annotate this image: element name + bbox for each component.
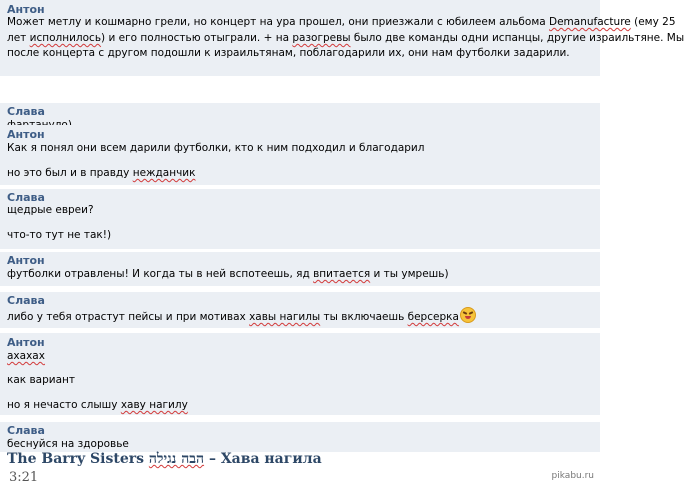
message-text: [7, 141, 424, 156]
message-text: [7, 437, 129, 452]
text-segment: ты включаешь: [320, 311, 408, 323]
misspelled-word: хавы нагилы: [249, 311, 321, 323]
watermark: pikabu.ru: [551, 471, 594, 481]
misspelled-word: разогревы: [292, 32, 351, 44]
text-segment: лет: [7, 32, 30, 44]
message-text: [7, 15, 676, 30]
misspelled-word: ахахах: [7, 350, 45, 362]
message-text: [7, 398, 188, 413]
text-segment: щедрые евреи?: [7, 204, 94, 216]
message-sender[interactable]: Слава: [7, 191, 45, 204]
message-text: [7, 31, 684, 46]
message-text: [7, 203, 94, 218]
text-segment: после концерта с другом подошли к израильтянам, поблагодарили их, они нам футболки задарили.: [7, 47, 570, 59]
audio-dash: –: [208, 451, 216, 467]
text-segment: было две команды одни испанцы, другие израильтяне. Мы: [350, 32, 684, 44]
text-segment: (ему 25: [630, 16, 676, 28]
audio-track[interactable]: [7, 451, 322, 468]
text-segment: но я нечасто слышу: [7, 399, 121, 411]
message-text: [7, 267, 449, 282]
misspelled-word: нежданчик: [132, 167, 196, 179]
text-segment: но это был и в правду: [7, 167, 133, 179]
misspelled-word: Demanufacture: [549, 16, 631, 28]
misspelled-word: хаву нагилу: [120, 399, 188, 411]
text-segment: Может метлу и кошмарно грели, но концерт на ура прошел, они приезжали с юбилеем альбома: [7, 16, 550, 28]
misspelled-word: берсерка: [407, 311, 459, 323]
message-sender[interactable]: Слава: [7, 105, 45, 118]
audio-duration: 3:21: [9, 470, 39, 485]
message-sender[interactable]: Антон: [7, 254, 45, 267]
message-text: [7, 349, 45, 364]
audio-artist[interactable]: The Barry Sisters: [7, 451, 144, 467]
text-segment: как вариант: [7, 374, 75, 386]
misspelled-word: впитается: [313, 268, 371, 280]
text-segment: ) и его полностью отыграли. + на: [101, 32, 293, 44]
text-segment: футболки отравлены! И когда ты в ней вспотеешь, яд: [7, 268, 314, 280]
message-sender[interactable]: Антон: [7, 128, 45, 141]
message-text: [7, 228, 111, 243]
message-sender[interactable]: Антон: [7, 336, 45, 349]
message-text: [7, 307, 476, 325]
message-text: [7, 373, 75, 388]
message-sender[interactable]: Слава: [7, 294, 45, 307]
message-sender[interactable]: Антон: [7, 3, 45, 16]
text-segment: Как я понял они всем дарили футболки, кто к ним подходил и благодарил: [7, 142, 425, 154]
text-segment: что-то тут не так!): [7, 229, 112, 241]
message-text: [7, 166, 195, 181]
misspelled-word: исполнилось: [29, 32, 102, 44]
text-segment: либо у тебя отрастут пейсы и при мотивах: [7, 311, 250, 323]
message-sender[interactable]: Слава: [7, 424, 45, 437]
text-segment: и ты умрешь): [370, 268, 449, 280]
audio-title[interactable]: Хава нагила: [220, 451, 322, 467]
text-segment: беснуйся на здоровье: [7, 438, 129, 450]
message-text: [7, 46, 570, 61]
audio-hebrew-title: הבה נגילה: [148, 451, 205, 467]
message-block: [0, 103, 600, 126]
angry-face-icon: [460, 307, 476, 323]
